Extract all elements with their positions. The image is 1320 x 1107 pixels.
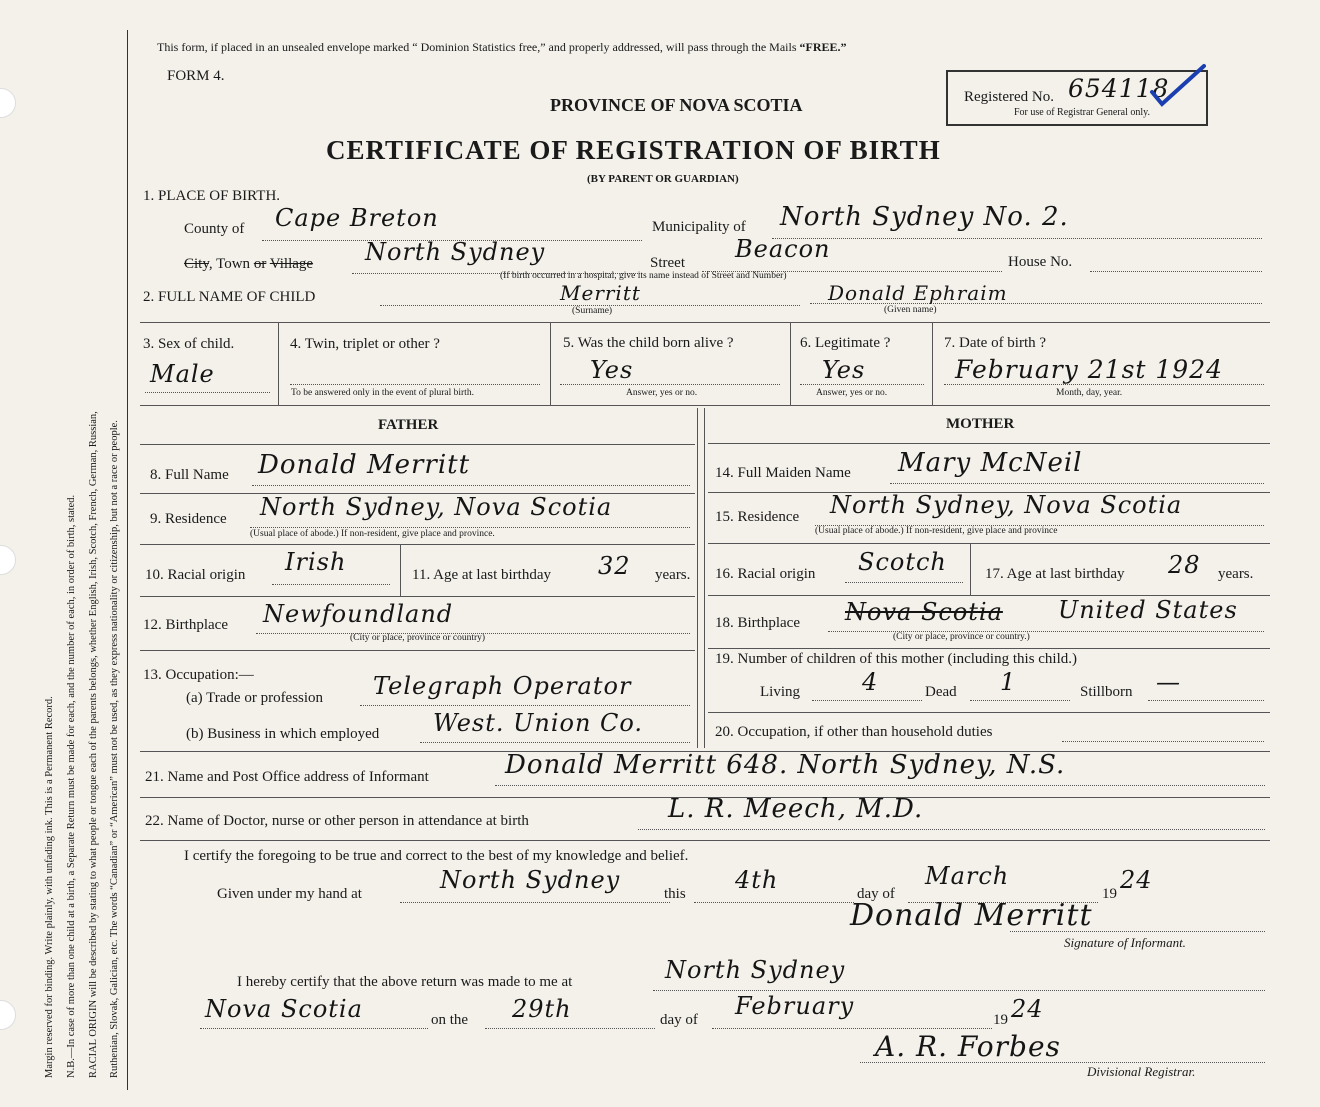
sidebar-instructions	[0, 0, 135, 1107]
certify-text: I certify the foregoing to be true and correct to the best of my knowledge and belief.	[184, 848, 689, 864]
street-value: Beacon	[735, 235, 831, 263]
father-res-label: 9. Residence	[150, 511, 227, 527]
legit-value: Yes	[822, 356, 866, 384]
certify-day-of-label: day of	[857, 886, 895, 902]
father-race-value: Irish	[285, 548, 347, 576]
sidebar-line: Ruthenian, Slovak, Galician, etc. The words “Canadian” or “American” must not be used, as they express nationality or citizenship, but not a race or people.	[109, 420, 120, 1078]
mother-res-note: (Usual place of abode.) If non-resident, give place and province	[815, 526, 1058, 536]
father-birth-label: 12. Birthplace	[143, 617, 228, 633]
mother-birth-value: United States	[1058, 596, 1238, 624]
county-value: Cape Breton	[275, 204, 439, 232]
certify-month: March	[925, 862, 1010, 890]
stillborn-value: —	[1156, 668, 1181, 696]
checkmark-icon	[1148, 62, 1208, 112]
mother-birth-note: (City or place, province or country.)	[893, 632, 1030, 642]
given-under-label: Given under my hand at	[217, 886, 362, 902]
province-heading: PROVINCE OF NOVA SCOTIA	[550, 95, 803, 115]
doctor-label: 22. Name of Doctor, nurse or other person in attendance at birth	[145, 813, 529, 829]
father-biz-value: West. Union Co.	[433, 709, 644, 737]
father-biz-label: (b) Business in which employed	[186, 726, 380, 742]
legit-label: 6. Legitimate ?	[800, 335, 891, 351]
registrar-year-prefix: 19	[993, 1012, 1008, 1028]
living-label: Living	[760, 684, 800, 700]
dob-value: February 21st 1924	[955, 355, 1224, 384]
mother-name-value: Mary McNeil	[898, 448, 1083, 478]
page-subtitle: (BY PARENT OR GUARDIAN)	[587, 173, 739, 185]
stillborn-label: Stillborn	[1080, 684, 1133, 700]
father-trade-value: Telegraph Operator	[373, 672, 632, 700]
registrar-month: February	[735, 992, 855, 1020]
sex-label: 3. Sex of child.	[143, 336, 235, 352]
father-name-value: Donald Merritt	[258, 450, 471, 480]
sidebar-line: N.B.—In case of more than one child at a birth, a Separate Return must be made for each, and the number of each, in order of birth, stated.	[66, 494, 77, 1078]
registrar-caption: Divisional Registrar.	[1087, 1064, 1196, 1079]
father-age-value: 32	[598, 552, 631, 580]
registrar-day-of-label: day of	[660, 1012, 698, 1028]
s2-label: 2. FULL NAME OF CHILD	[143, 289, 316, 305]
certify-year-prefix: 19	[1102, 886, 1117, 902]
registered-box	[946, 70, 1208, 126]
father-age-label: 11. Age at last birthday	[412, 567, 551, 583]
surname-value: Merritt	[560, 281, 641, 305]
mother-race-value: Scotch	[858, 548, 947, 576]
father-res-value: North Sydney, Nova Scotia	[260, 493, 613, 521]
registrar-signature: A. R. Forbes	[875, 1030, 1061, 1063]
plural-note: To be answered only in the event of plural birth.	[291, 388, 474, 398]
registrar-place: North Sydney	[665, 956, 846, 984]
dead-value: 1	[1000, 668, 1017, 696]
father-name-label: 8. Full Name	[150, 467, 229, 483]
certify-day: 4th	[735, 866, 779, 894]
registrar-day: 29th	[512, 995, 572, 1023]
street-label: Street	[650, 255, 685, 271]
dead-label: Dead	[925, 684, 957, 700]
informant-value: Donald Merritt 648. North Sydney, N.S.	[505, 750, 1066, 780]
mother-res-label: 15. Residence	[715, 509, 800, 525]
alive-note: Answer, yes or no.	[626, 388, 698, 398]
alive-value: Yes	[590, 356, 634, 384]
municipality-label: Municipality of	[652, 219, 746, 235]
plural-label: 4. Twin, triplet or other ?	[290, 336, 440, 352]
mother-name-label: 14. Full Maiden Name	[715, 465, 851, 481]
hospital-note: (If birth occurred in a hospital, give its name instead of Street and Number)	[500, 271, 787, 281]
form-number: FORM 4.	[167, 68, 225, 84]
father-birth-value: Newfoundland	[263, 600, 454, 628]
mother-age-value: 28	[1168, 551, 1201, 579]
father-res-note: (Usual place of abode.) If non-resident, give place and province.	[250, 529, 495, 539]
house-label: House No.	[1008, 254, 1073, 270]
town-value: North Sydney	[365, 238, 546, 266]
sidebar-line: RACIAL ORIGIN will be described by stating to what people or tongue each of the parents belongs, whether English, Irish, Scotch, French, German, Russian,	[88, 411, 99, 1078]
children-label: 19. Number of children of this mother (including this child.)	[715, 651, 1078, 667]
mother-occ-label: 20. Occupation, if other than household duties	[715, 724, 993, 740]
father-trade-label: (a) Trade or profession	[186, 690, 324, 706]
mother-age-label: 17. Age at last birthday	[985, 566, 1125, 582]
certify-this-label: this	[664, 886, 686, 902]
mother-birth-label: 18. Birthplace	[715, 615, 800, 631]
certify-place: North Sydney	[440, 866, 621, 894]
registered-note: For use of Registrar General only.	[1014, 107, 1150, 118]
doctor-value: L. R. Meech, M.D.	[668, 794, 924, 824]
mother-res-value: North Sydney, Nova Scotia	[830, 491, 1183, 519]
surname-caption: (Surname)	[572, 306, 613, 316]
county-label: County of	[184, 221, 245, 237]
sidebar-line: Margin reserved for binding. Write plainly, with unfading ink. This is a Permanent Record.	[44, 696, 55, 1078]
father-years: years.	[655, 567, 691, 583]
informant-sig-caption: Signature of Informant.	[1064, 935, 1186, 950]
certify-year: 24	[1120, 866, 1153, 894]
father-birth-note: (City or place, province or country)	[350, 633, 486, 643]
registered-label: Registered No.	[964, 89, 1054, 105]
registered-number: 654118	[1068, 74, 1170, 103]
margin-rule	[127, 30, 128, 1090]
given-value: Donald Ephraim	[828, 281, 1008, 305]
father-race-label: 10. Racial origin	[145, 567, 246, 583]
municipality-value: North Sydney No. 2.	[780, 202, 1069, 232]
mail-notice: This form, if placed in an unsealed envelope marked “ Dominion Statistics free,” and properly addressed, will pass through the Mails “FREE.”	[157, 40, 847, 54]
city-town-label: City, Town or Village	[184, 256, 314, 272]
informant-label: 21. Name and Post Office address of Informant	[145, 769, 429, 785]
legit-note: Answer, yes or no.	[816, 388, 888, 398]
s1-label: 1. PLACE OF BIRTH.	[143, 188, 281, 204]
dob-note: Month, day, year.	[1056, 388, 1123, 398]
mother-race-label: 16. Racial origin	[715, 566, 816, 582]
father-heading: FATHER	[378, 417, 439, 433]
dob-label: 7. Date of birth ?	[944, 335, 1047, 351]
mother-years: years.	[1218, 566, 1254, 582]
alive-label: 5. Was the child born alive ?	[563, 335, 734, 351]
living-value: 4	[862, 668, 879, 696]
mother-birth-struck: Nova Scotia	[845, 598, 1003, 626]
registrar-year: 24	[1011, 995, 1044, 1023]
page-title: CERTIFICATE OF REGISTRATION OF BIRTH	[326, 135, 941, 165]
father-occ-label: 13. Occupation:—	[143, 667, 254, 683]
mother-heading: MOTHER	[946, 416, 1015, 432]
informant-signature: Donald Merritt	[850, 898, 1093, 933]
sex-value: Male	[150, 360, 215, 388]
given-caption: (Given name)	[884, 305, 937, 315]
registrar-on-label: on the	[431, 1012, 469, 1028]
registrar-text: I hereby certify that the above return was made to me at	[237, 974, 573, 990]
registrar-place2: Nova Scotia	[205, 995, 363, 1023]
